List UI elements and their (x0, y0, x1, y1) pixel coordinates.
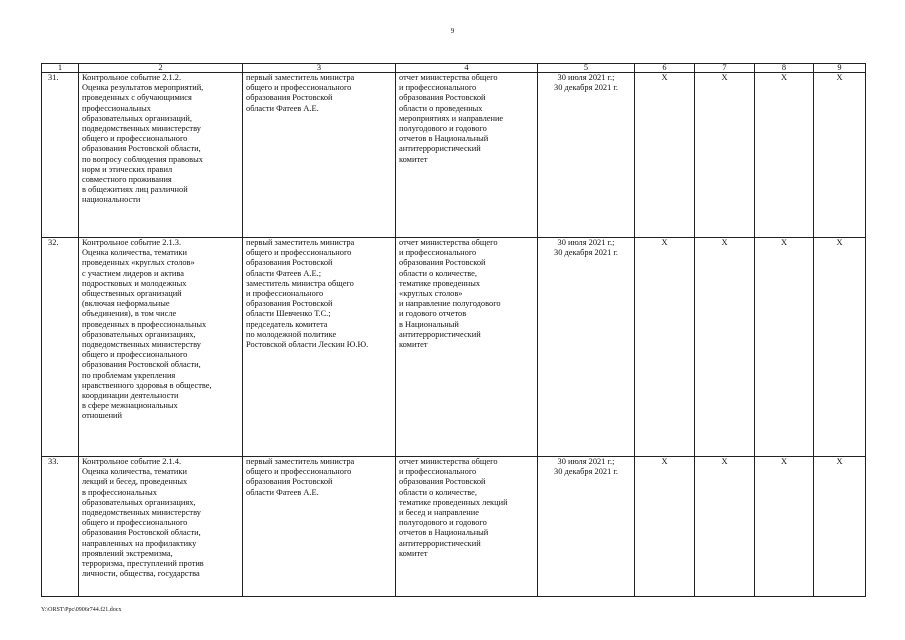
cell-col-7: X (695, 73, 755, 238)
cell-col-9: X (814, 457, 866, 597)
col-header-4: 4 (396, 64, 538, 73)
responsible-person: первый заместитель министра общего и профессионального образования Ростовской области Фатеев А.Е.; заместитель министра общего и профессионального образования Ростовской области Шевченко Т.С.; председатель комитета по молодежной политике Ростовской области Лескин Ю.Ю. (243, 238, 396, 457)
table-body (42, 73, 866, 597)
page-number: 9 (450, 27, 455, 35)
responsible-person: первый заместитель министра общего и профессионального образования Ростовской области Фатеев А.Е. (243, 457, 396, 597)
cell-col-9: X (814, 238, 866, 457)
table-row (42, 238, 866, 457)
deadline-dates: 30 июля 2021 г.; 30 декабря 2021 г. (538, 457, 635, 597)
cell-col-7: X (695, 457, 755, 597)
col-header-6: 6 (635, 64, 695, 73)
row-number: 32. (42, 238, 79, 457)
cell-col-8: X (755, 238, 814, 457)
event-description: Контрольное событие 2.1.3. Оценка количества, тематики проведенных «круглых столов» с участием лидеров и актива подростковых и молодежных общественных организаций (включая неформальные объединения), в том числе проведенных в профессиональных образовательных организациях, подведомственных министерству общего и профессионального образования Ростовской области, по проблемам укрепления нравственного здоровья в обществе, координации деятельности в сфере межнациональных отношений (79, 238, 243, 457)
cell-col-6: X (635, 457, 695, 597)
result-description: отчет министерства общего и профессионального образования Ростовской области о количестве, тематике проведенных лекций и бесед и направление полугодового и годового отчетов в Национальный антитеррористический комитет (396, 457, 538, 597)
result-description: отчет министерства общего и профессионального образования Ростовской области о проведенных мероприятиях и направление полугодового и годового отчетов в Национальный антитеррористический комитет (396, 73, 538, 238)
cell-col-6: X (635, 238, 695, 457)
responsible-person: первый заместитель министра общего и профессионального образования Ростовской области Фатеев А.Е. (243, 73, 396, 238)
table-row (42, 73, 866, 238)
col-header-9: 9 (814, 64, 866, 73)
result-description: отчет министерства общего и профессионального образования Ростовской области о количестве, тематике проведенных «круглых столов» и направление полугодового и годового отчетов в Национальный антитеррористический комитет (396, 238, 538, 457)
event-description: Контрольное событие 2.1.4. Оценка количества, тематики лекций и бесед, проведенных в профессиональных образовательных организациях, подведомственных министерству общего и профессионального образования Ростовской области, направленных на профилактику проявлений экстремизма, терроризма, преступлений против личности, общества, государства (79, 457, 243, 597)
col-header-8: 8 (755, 64, 814, 73)
cell-col-9: X (814, 73, 866, 238)
table-row (42, 457, 866, 597)
measures-table (41, 63, 866, 597)
col-header-7: 7 (695, 64, 755, 73)
deadline-dates: 30 июля 2021 г.; 30 декабря 2021 г. (538, 73, 635, 238)
cell-col-8: X (755, 73, 814, 238)
cell-col-7: X (695, 238, 755, 457)
row-number: 33. (42, 457, 79, 597)
cell-col-6: X (635, 73, 695, 238)
cell-col-8: X (755, 457, 814, 597)
header-row (42, 64, 866, 73)
col-header-5: 5 (538, 64, 635, 73)
event-description: Контрольное событие 2.1.2. Оценка результатов мероприятий, проведенных с обучающимися профессиональных образовательных организаций, подведомственных министерству общего и профессионального образования Ростовской области, по вопросу соблюдения правовых норм и этических правил совместного проживания в общежитиях лиц различной национальности (79, 73, 243, 238)
col-header-1: 1 (42, 64, 79, 73)
deadline-dates: 30 июля 2021 г.; 30 декабря 2021 г. (538, 238, 635, 457)
file-path-footer: Y:\ORST\Ppc\0906r744.f21.docx (41, 607, 122, 613)
col-header-3: 3 (243, 64, 396, 73)
row-number: 31. (42, 73, 79, 238)
col-header-2: 2 (79, 64, 243, 73)
